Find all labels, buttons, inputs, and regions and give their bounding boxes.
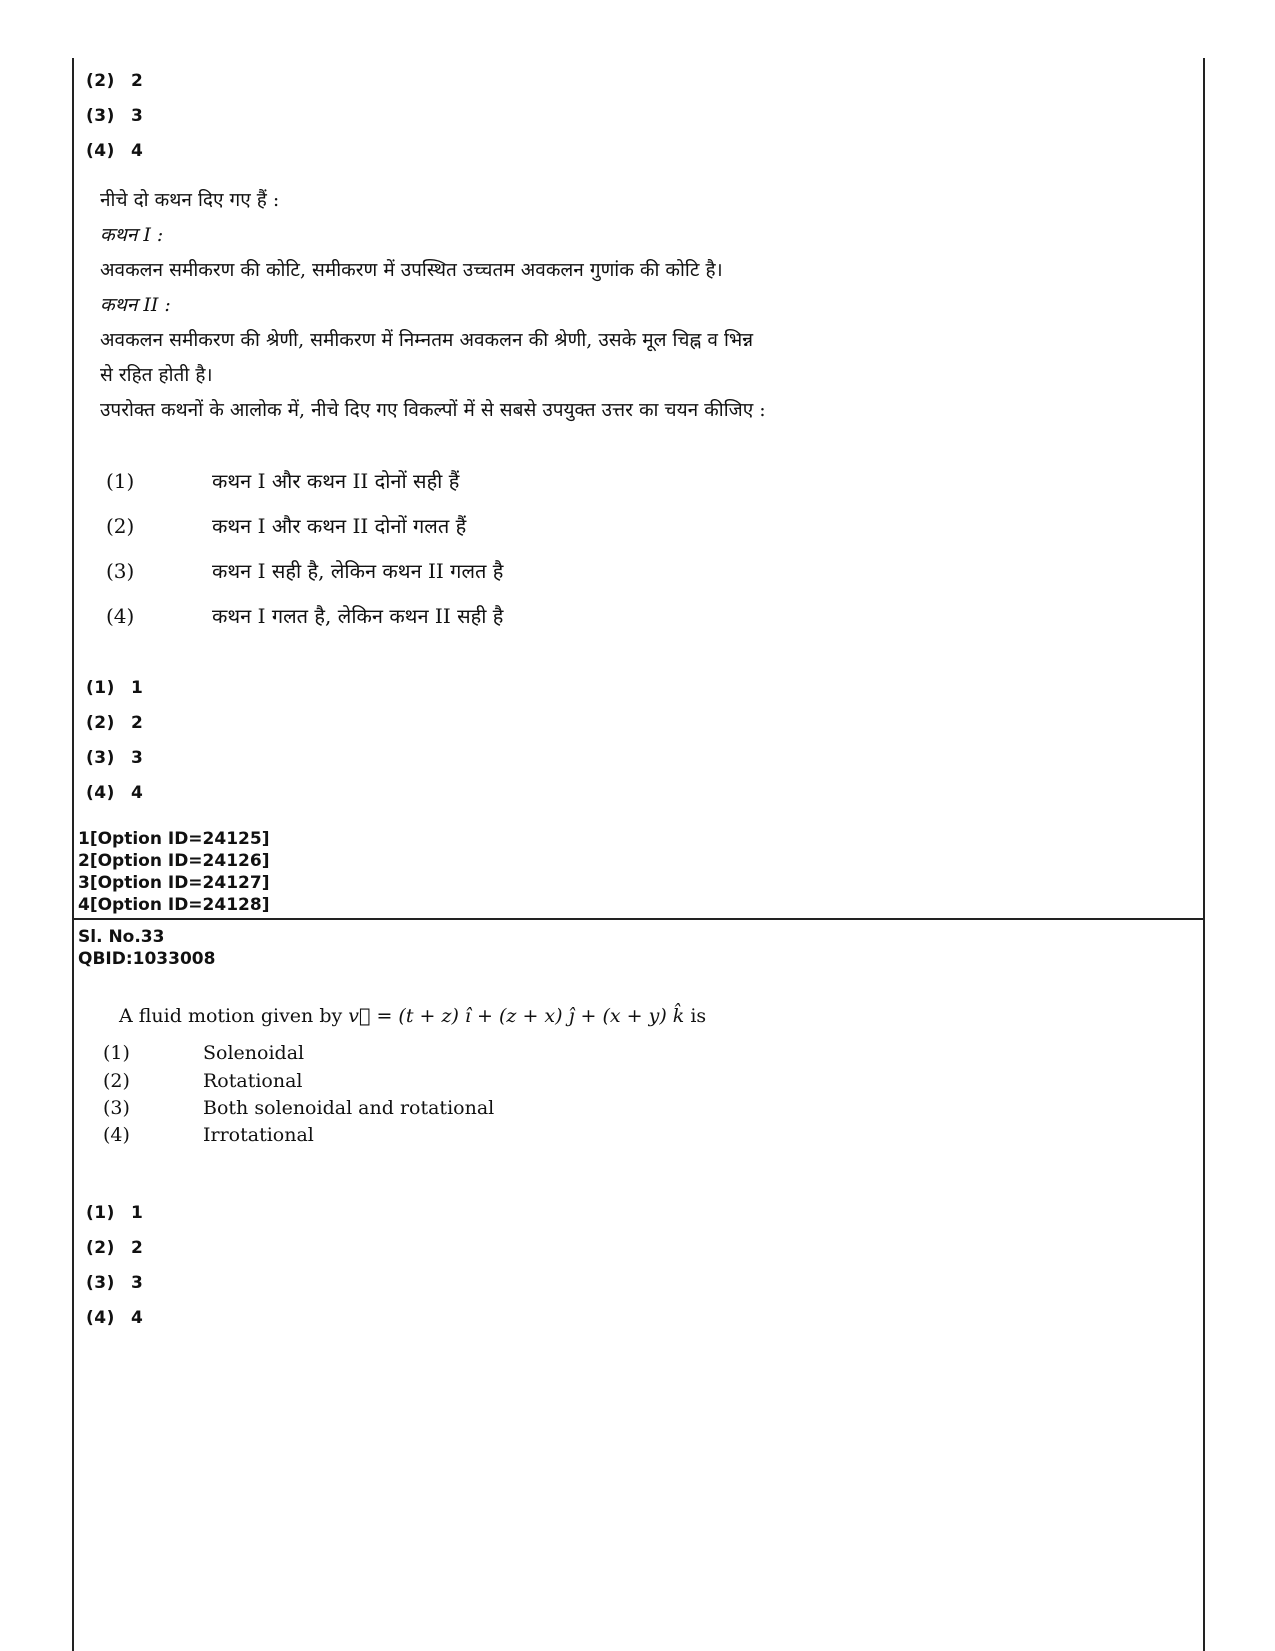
velocity-formula: v⃗ = (t + z) î + (z + x) ĵ + (x + y) k̂ — [348, 1005, 685, 1027]
list-item: (4) 4 — [86, 1308, 144, 1328]
list-item: (1) 1 — [86, 1203, 144, 1223]
hindi-question — [100, 183, 1000, 428]
statement-2-text-line1: अवकलन समीकरण की श्रेणी, समीकरण में निम्नतम अवकलन की श्रेणी, उसके मूल चिह्न व भिन्न — [100, 329, 754, 351]
statement-2-label: कथन II : — [100, 294, 171, 316]
english-choice: (4) Irrotational — [103, 1124, 314, 1146]
question-instruction: उपरोक्त कथनों के आलोक में, नीचे दिए गए विकल्पों में से सबसे उपयुक्त उत्तर का चयन कीजिए : — [100, 399, 766, 421]
option-id: 1[Option ID=24125] — [78, 829, 270, 849]
qbid: QBID:1033008 — [78, 949, 216, 969]
english-choice: (2) Rotational — [103, 1070, 303, 1092]
question-stem: A fluid motion given by v⃗ = (t + z) î + (z + x) ĵ + (x + y) k̂ is — [119, 1005, 707, 1027]
serial-number: Sl. No.33 — [78, 927, 165, 947]
english-choice: (1) Solenoidal — [103, 1042, 305, 1064]
statement-1-label: कथन I : — [100, 224, 164, 246]
question-intro: नीचे दो कथन दिए गए हैं : — [100, 189, 280, 211]
list-item: (4) 4 — [86, 783, 144, 803]
list-item: (3) 3 — [86, 106, 144, 126]
option-id: 2[Option ID=24126] — [78, 851, 270, 871]
option-id: 3[Option ID=24127] — [78, 873, 270, 893]
list-item: (1) 1 — [86, 678, 144, 698]
top-option-list — [86, 71, 143, 176]
question-divider — [72, 918, 1204, 920]
list-item: (2) 2 — [86, 71, 144, 91]
list-item: (3) 3 — [86, 1273, 144, 1293]
english-choice: (3) Both solenoidal and rotational — [103, 1097, 495, 1119]
hindi-choice: (2) कथन I और कथन II दोनों गलत हैं — [106, 514, 467, 538]
left-border — [72, 58, 74, 1651]
list-item: (2) 2 — [86, 1238, 144, 1258]
bottom-option-list — [86, 1203, 143, 1343]
hindi-choice: (1) कथन I और कथन II दोनों सही हैं — [106, 469, 460, 493]
statement-1-text: अवकलन समीकरण की कोटि, समीकरण में उपस्थित उच्चतम अवकलन गुणांक की कोटि है। — [100, 259, 723, 281]
hindi-choice: (3) कथन I सही है, लेकिन कथन II गलत है — [106, 559, 504, 583]
middle-option-list — [86, 678, 143, 818]
hindi-choice: (4) कथन I गलत है, लेकिन कथन II सही है — [106, 604, 504, 628]
statement-2-text-line2: से रहित होती है। — [100, 364, 213, 386]
question-header — [78, 926, 215, 970]
right-border — [1203, 58, 1205, 1651]
list-item: (3) 3 — [86, 748, 144, 768]
list-item: (4) 4 — [86, 141, 144, 161]
option-id: 4[Option ID=24128] — [78, 895, 270, 915]
list-item: (2) 2 — [86, 713, 144, 733]
option-id-list — [78, 828, 269, 916]
